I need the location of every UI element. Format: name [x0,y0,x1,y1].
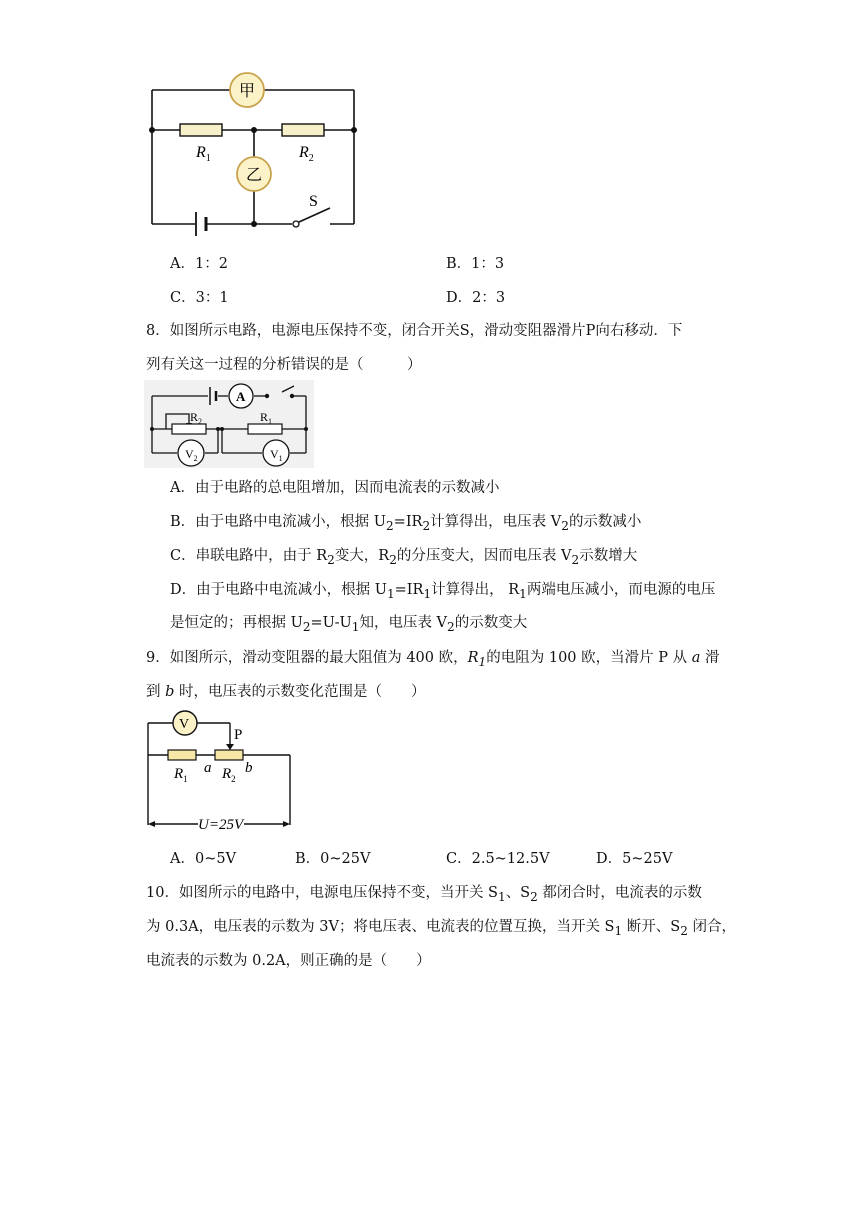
r1-label: $R_1$ [174,766,188,784]
q9-option-c[interactable]: C．2.5~12.5V [446,851,550,867]
q8-stem-line2: 列有关这一过程的分析错误的是（ ） [146,357,422,373]
q9-option-d[interactable]: D．5~25V [596,851,673,867]
source-voltage-label: U=25V [198,817,244,833]
ammeter-label: A [236,389,246,404]
q10-stem-line1: 10．如图所示的电路中，电源电压保持不变，当开关 $S_1$、$S_2$ 都闭合时，电流表的示数 [146,885,702,904]
r1-resistor [168,750,196,760]
q8-option-c[interactable]: C．串联电路中，由于 $R_2$变大，$R_2$的分压变大，因而电压表 $V_2$示数增大 [170,548,638,567]
q7-circuit-diagram [140,62,370,247]
r2-resistor [282,124,324,136]
q9-option-a[interactable]: A．0~5V [170,851,237,867]
q8-option-b[interactable]: B．由于电路中电流减小，根据 $U_2=IR_2$计算得出，电压表 $V_2$的示数减小 [170,514,642,533]
q10-stem-line3: 电流表的示数为 0.2A，则正确的是（ ） [146,953,431,969]
meter-jia-label: 甲 [239,83,256,100]
q7-option-c[interactable]: C．3：1 [170,290,229,306]
meter-yi-label: 乙 [246,167,263,184]
r1-label: $R_1$ [260,410,273,426]
r2-rheostat [215,750,243,760]
r1-label: $R_1$ [196,144,211,164]
q8-option-d-cont: 是恒定的；再根据 $U_2=U-U_1$知，电压表 $V_2$的示数变大 [170,615,528,634]
r2-label: $R_2$ [190,410,203,426]
end-b-label: b [245,760,253,776]
r1-resistor [180,124,222,136]
q9-stem-line2: 到 b 时，电压表的示数变化范围是（ ） [146,684,426,700]
q10-stem-line2: 为 0.3A，电压表的示数为 3V；将电压表、电流表的位置互换，当开关 $S_1$ 断开、$S_2$ 闭合， [146,919,737,938]
r2-label: $R_2$ [299,144,314,164]
switch-label: S [309,193,318,210]
voltmeter-label: V [179,717,190,732]
q7-option-d[interactable]: D．2：3 [446,290,506,306]
end-a-label: a [204,760,212,776]
q9-stem-line1: 9．如图所示，滑动变阻器的最大阻值为 400 欧，$R_1$的电阻为 100 欧，当滑片 P 从 a 滑 [146,650,720,669]
v2-label: $V_2$ [185,447,198,463]
q9-option-b[interactable]: B．0~25V [295,851,371,867]
q8-stem-line1: 8．如图所示电路，电源电压保持不变，闭合开关S，滑动变阻器滑片P向右移动．下 [146,323,683,339]
q7-option-a[interactable]: A．1：2 [170,256,228,272]
v1-label: $V_1$ [270,447,283,463]
q8-option-a[interactable]: A．由于电路的总电阻增加，因而电流表的示数减小 [170,480,500,496]
q8-circuit-diagram [144,380,314,468]
r2-label: $R_2$ [222,766,236,784]
q9-circuit-diagram [140,708,300,834]
slider-p-label: P [234,727,243,743]
q8-option-d[interactable]: D．由于电路中电流减小，根据 $U_1=IR_1$计算得出， $R_1$两端电压减小，而电源的电压 [170,582,716,601]
q7-option-b[interactable]: B．1：3 [446,256,505,272]
